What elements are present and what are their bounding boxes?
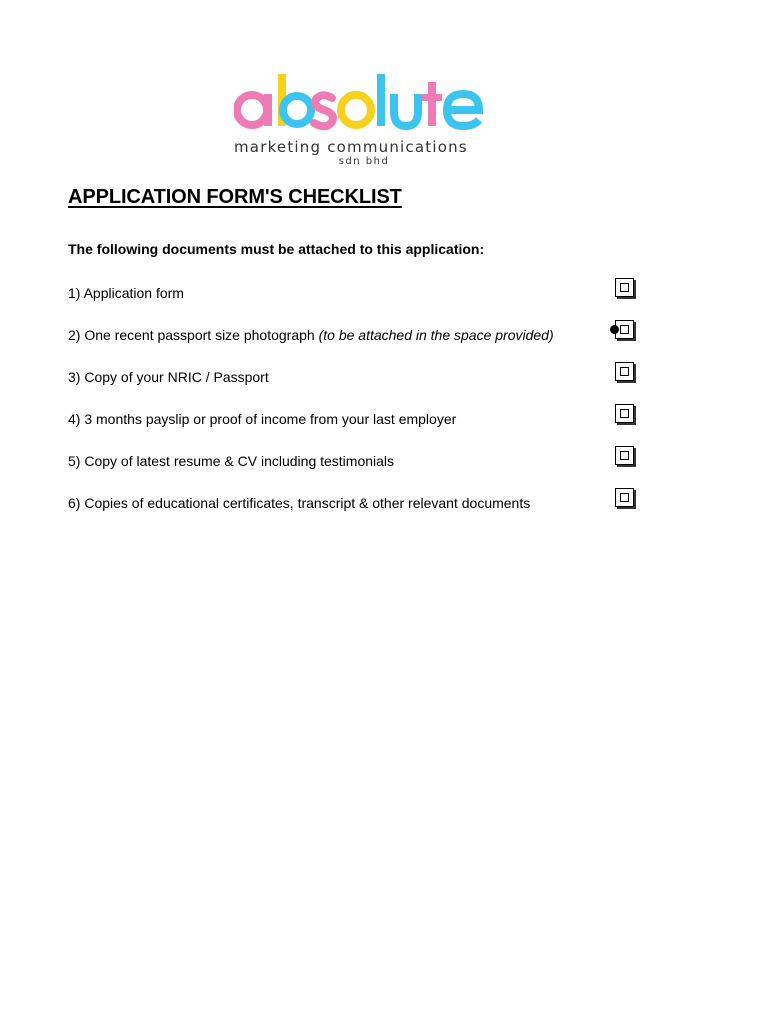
checkbox-inner-icon <box>620 325 629 334</box>
checklist-item <box>68 495 708 519</box>
bullet-dot-icon <box>610 325 619 334</box>
page-title: APPLICATION FORM'S CHECKLIST <box>68 186 402 208</box>
instruction-text: The following documents must be attached to this application: <box>68 241 485 257</box>
company-logo <box>234 70 494 170</box>
checklist-item <box>68 285 708 309</box>
checkbox[interactable] <box>614 319 636 341</box>
checklist-item <box>68 369 708 393</box>
checkbox-frame <box>615 488 634 507</box>
checkbox-frame <box>615 278 634 297</box>
checkbox[interactable] <box>614 445 636 467</box>
item-note: (to be attached in the space provided) <box>318 327 554 343</box>
checkbox-inner-icon <box>620 283 629 292</box>
checklist-item-label: 5) Copy of latest resume & CV including testimonials <box>68 453 395 469</box>
checkbox[interactable] <box>614 403 636 425</box>
checkbox-inner-icon <box>620 493 629 502</box>
checkbox[interactable] <box>614 361 636 383</box>
checkbox-inner-icon <box>620 409 629 418</box>
checklist-item <box>68 327 708 351</box>
checkbox[interactable] <box>614 487 636 509</box>
checkbox-inner-icon <box>620 367 629 376</box>
checklist-item-label: 6) Copies of educational certificates, transcript & other relevant documents <box>68 495 531 511</box>
checklist-item <box>68 411 708 435</box>
checkbox-inner-icon <box>620 451 629 460</box>
checklist-item-label: 2) One recent passport size photograph (to be attached in the space provided) <box>68 327 554 343</box>
checklist-item-label: 3) Copy of your NRIC / Passport <box>68 369 269 385</box>
checklist-item-label: 1) Application form <box>68 285 184 301</box>
checkbox-frame <box>615 446 634 465</box>
checkbox[interactable] <box>614 277 636 299</box>
checkbox-frame <box>615 404 634 423</box>
checklist-item-label: 4) 3 months payslip or proof of income from your last employer <box>68 411 457 427</box>
logo-tagline: marketing communications <box>234 138 468 156</box>
checkbox-frame <box>615 362 634 381</box>
logo-subtagline: sdn bhd <box>338 156 390 167</box>
checklist-item <box>68 453 708 477</box>
